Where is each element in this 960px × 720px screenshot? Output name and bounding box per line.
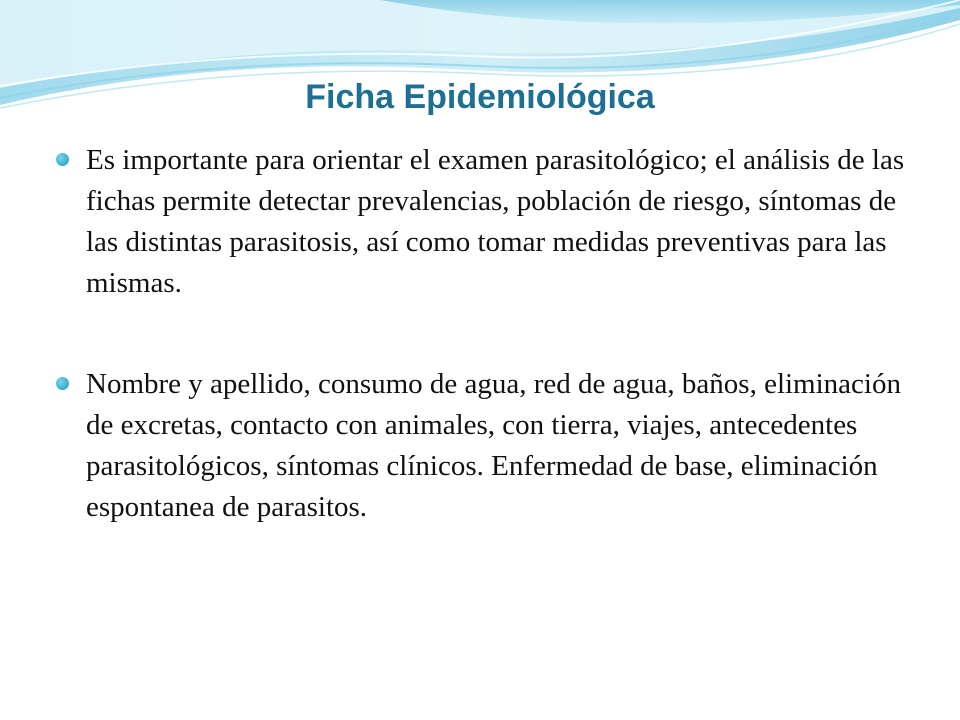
- bullet-dot-icon: [56, 377, 69, 390]
- slide-title: Ficha Epidemiológica: [305, 78, 655, 116]
- bullet-dot-icon: [56, 153, 69, 166]
- bullet-text: Es importante para orientar el examen parasitológico; el análisis de las fichas permite detectar prevalencias, población de riesgo, síntomas de las distintas parasitosis, así como tomar medidas preventivas para las mismas.: [86, 144, 905, 299]
- bullet-item: [56, 140, 916, 304]
- bullet-item: [56, 364, 916, 528]
- bullet-text: Nombre y apellido, consumo de agua, red de agua, baños, eliminación de excretas, contacto con animales, con tierra, viajes, antecedentes parasitológicos, síntomas clínicos. Enfermedad de base, eliminación espontanea de parasitos.: [86, 368, 901, 523]
- bullet-list: [56, 140, 916, 528]
